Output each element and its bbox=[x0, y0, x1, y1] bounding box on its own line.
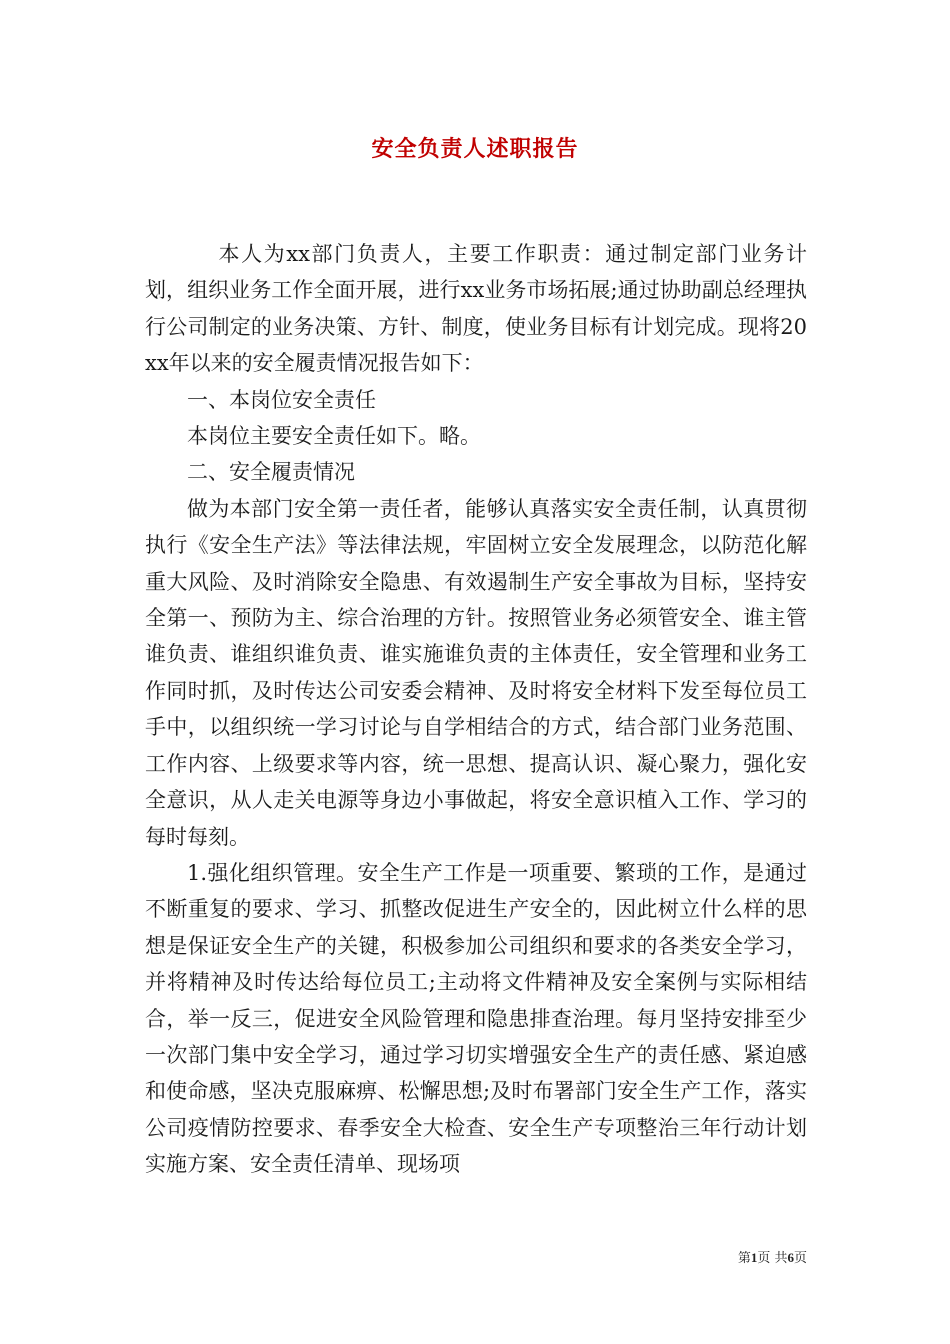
footer-suffix: 页 bbox=[793, 1251, 807, 1266]
paragraph-item-1: 1.强化组织管理。安全生产工作是一项重要、繁琐的工作，是通过不断重复的要求、学习、抓整改促进生产安全的，因此树立什么样的思想是保证安全生产的关键，积极参加公司组织和要求的各类安全学习，并将精神及时传达给每位员工;主动将文件精神及安全案例与实际相结合，举一反三，促进安全风险管理和隐患排查治理。每月坚持安排至少一次部门集中安全学习，通过学习切实增强安全生产的责任感、紧迫感和使命感，坚决克服麻痹、松懈思想;及时布署部门安全生产工作，落实公司疫情防控要求、春季安全大检查、安全生产专项整治三年行动计划实施方案、安全责任清单、现场项 bbox=[145, 860, 807, 1177]
footer-prefix: 第 bbox=[737, 1251, 751, 1266]
document-body bbox=[145, 236, 807, 1183]
document-title: 安全负责人述职报告 bbox=[371, 136, 579, 162]
heading-section-2: 二、安全履责情况 bbox=[187, 460, 355, 485]
heading-section-1: 一、本岗位安全责任 bbox=[187, 387, 376, 412]
footer-current-page: 1 bbox=[750, 1250, 758, 1265]
page-footer bbox=[738, 1247, 807, 1266]
paragraph-section-2: 做为本部门安全第一责任者，能够认真落实安全责任制，认真贯彻执行《安全生产法》等法律法规，牢固树立安全发展理念，以防范化解重大风险、及时消除安全隐患、有效遏制生产安全事故为目标，坚持安全第一、预防为主、综合治理的方针。按照管业务必须管安全、谁主管谁负责、谁组织谁负责、谁实施谁负责的主体责任，安全管理和业务工作同时抓，及时传达公司安委会精神、及时将安全材料下发至每位员工手中，以组织统一学习讨论与自学相结合的方式，结合部门业务范围、工作内容、上级要求等内容，统一思想、提高认识、凝心聚力，强化安全意识，从人走关电源等身边小事做起，将安全意识植入工作、学习的每时每刻。 bbox=[145, 496, 807, 849]
footer-total-pages: 6 bbox=[787, 1250, 794, 1265]
paragraph-intro: 本人为xx部门负责人，主要工作职责：通过制定部门业务计划，组织业务工作全面开展，进行xx业务市场拓展;通过协助副总经理执行公司制定的业务决策、方针、制度，使业务目标有计划完成。现将20xx年以来的安全履责情况报告如下： bbox=[145, 242, 807, 376]
paragraph-section-1: 本岗位主要安全责任如下。略。 bbox=[187, 424, 481, 449]
footer-middle: 页 共 bbox=[757, 1251, 788, 1266]
